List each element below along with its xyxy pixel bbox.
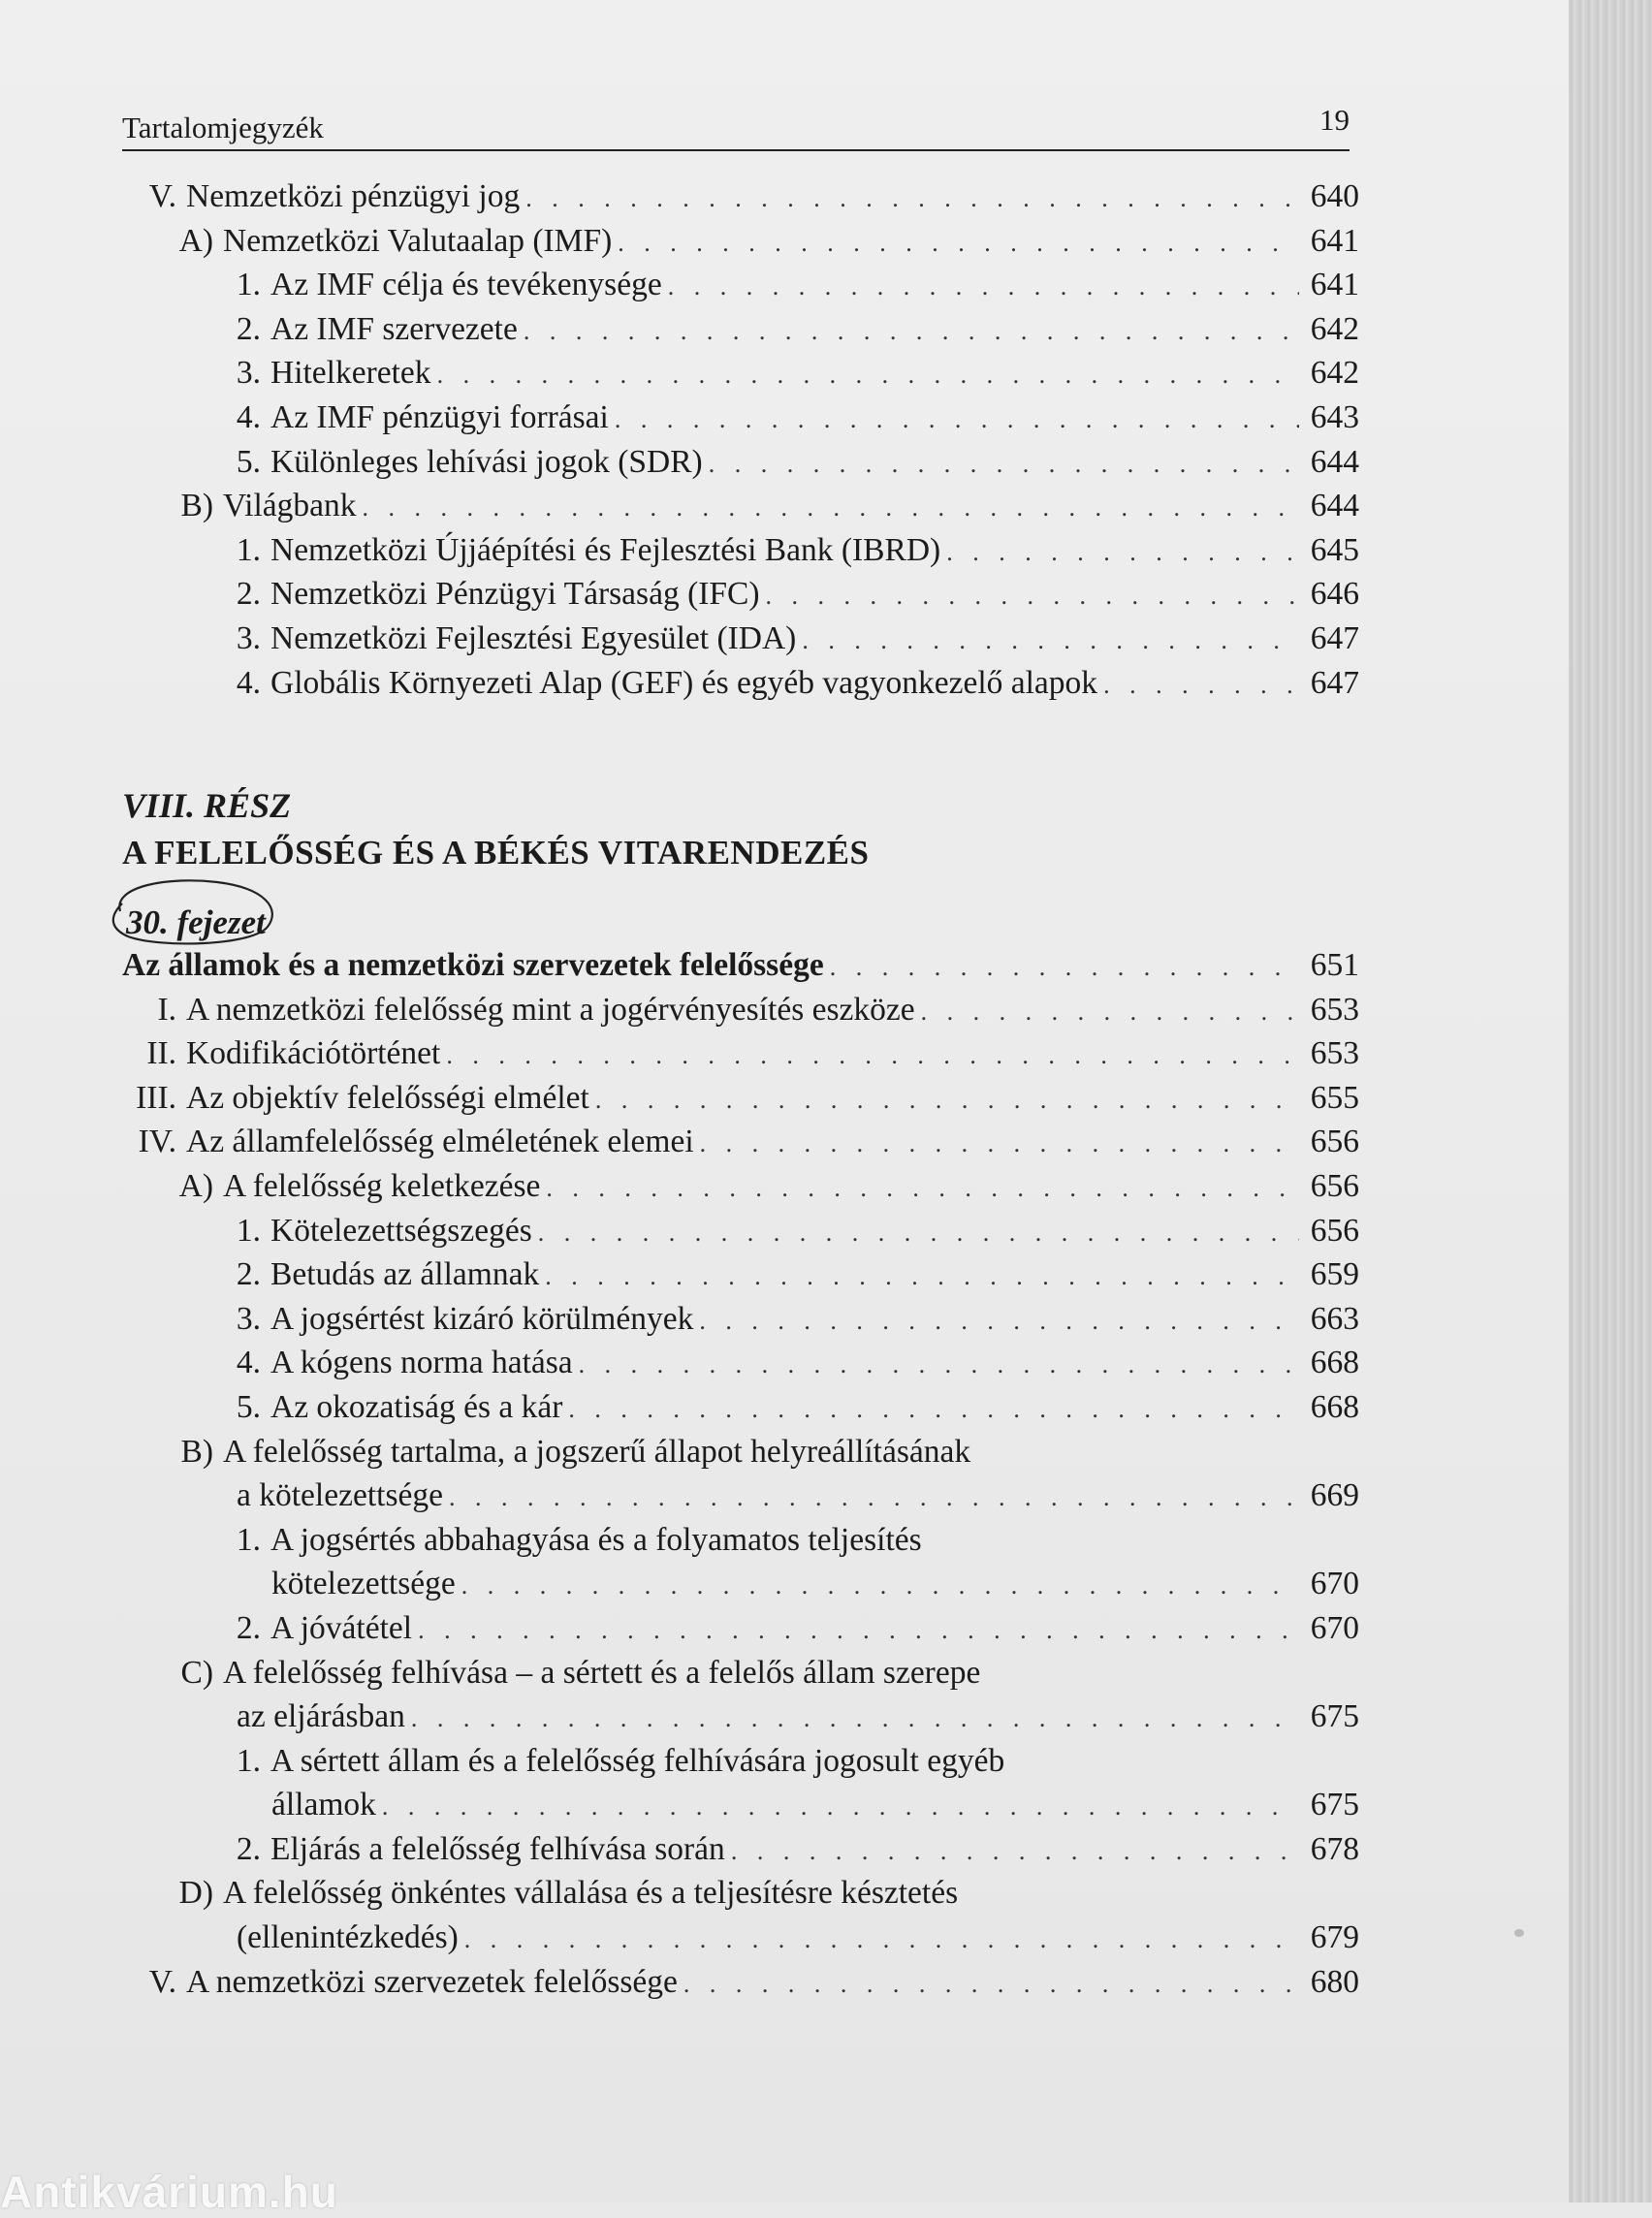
leader-dots bbox=[683, 1962, 1299, 2007]
page-stack-edge bbox=[1569, 0, 1652, 2202]
toc-entry[interactable] bbox=[116, 572, 1359, 617]
toc-entry-title: A jogsértést kizáró körülmények bbox=[270, 1300, 694, 1337]
toc-entry-title: Különleges lehívási jogok (SDR) bbox=[270, 443, 703, 480]
toc-entry-title: Az IMF célja és tevékenysége bbox=[270, 267, 662, 303]
toc-entry-number: 1. bbox=[236, 1212, 261, 1249]
toc-entry-title: A felelősség felhívása – a sértett és a felelős állam szerepe bbox=[223, 1654, 981, 1691]
toc-entry-title: Az objektív felelősségi elmélet bbox=[186, 1079, 589, 1116]
toc-entry[interactable] bbox=[116, 263, 1359, 307]
toc-entry-chapter-title[interactable] bbox=[116, 943, 1359, 988]
leader-dots bbox=[595, 1078, 1299, 1123]
leader-dots bbox=[538, 1211, 1299, 1255]
toc-entry-page: 642 bbox=[1310, 310, 1359, 347]
toc-entry-number: 1. bbox=[236, 1521, 261, 1558]
toc-entry-page: 653 bbox=[1310, 1035, 1359, 1072]
toc-entry-page: 679 bbox=[1310, 1919, 1359, 1956]
toc-entry-page: 644 bbox=[1310, 488, 1359, 524]
toc-entry-page: 647 bbox=[1310, 619, 1359, 656]
toc-entry[interactable] bbox=[116, 1076, 1359, 1121]
toc-entry-page: 675 bbox=[1310, 1698, 1359, 1735]
leader-dots bbox=[1103, 663, 1299, 708]
toc-entry-title: A jóvátétel bbox=[270, 1609, 413, 1646]
toc-entry[interactable] bbox=[116, 1430, 1359, 1474]
toc-entry-page: 680 bbox=[1310, 1963, 1359, 2000]
leader-dots bbox=[525, 176, 1299, 221]
toc-entry-title: Hitelkeretek bbox=[270, 355, 431, 392]
toc-entry-continuation[interactable] bbox=[116, 1695, 1359, 1739]
toc-entry-number: V. bbox=[148, 1963, 176, 2000]
toc-entry-number: IV. bbox=[138, 1124, 176, 1160]
leader-dots bbox=[668, 265, 1299, 309]
toc-entry-continuation[interactable] bbox=[116, 1783, 1359, 1827]
toc-entry-title: A felelősség tartalma, a jogszerű állapot helyreállításának bbox=[223, 1433, 971, 1470]
toc-entry-number: III. bbox=[136, 1079, 176, 1116]
toc-entry-title: A kógens norma hatása bbox=[270, 1345, 573, 1381]
toc-entry-number: 4. bbox=[236, 664, 261, 701]
leader-dots bbox=[411, 1696, 1299, 1741]
toc-entry-number: C) bbox=[180, 1654, 213, 1691]
toc-entry[interactable] bbox=[116, 1252, 1359, 1297]
toc-entry-page: 670 bbox=[1310, 1566, 1359, 1602]
leader-dots bbox=[946, 530, 1299, 575]
toc-entry-title: államok bbox=[271, 1787, 376, 1823]
toc-list bbox=[116, 174, 1359, 705]
toc-entry-number: A) bbox=[178, 1167, 213, 1204]
toc-entry-number: 2. bbox=[236, 1609, 261, 1646]
leader-dots bbox=[700, 1122, 1299, 1166]
toc-entry-page: 656 bbox=[1310, 1212, 1359, 1249]
toc-entry-title: Az IMF pénzügyi forrásai bbox=[270, 398, 609, 435]
toc-entry-page: 651 bbox=[1310, 947, 1359, 983]
toc-entry-title: Nemzetközi pénzügyi jog bbox=[186, 178, 521, 214]
leader-dots bbox=[363, 486, 1299, 530]
toc-entry-page: 656 bbox=[1310, 1167, 1359, 1204]
toc-entry-title: Az IMF szervezete bbox=[270, 310, 518, 347]
toc-entry-title: Az okozatiság és a kár bbox=[270, 1388, 563, 1425]
toc-entry-title: Kodifikációtörténet bbox=[186, 1035, 441, 1072]
toc-entry-number: B) bbox=[180, 488, 213, 524]
toc-entry-title: Nemzetközi Fejlesztési Egyesület (IDA) bbox=[270, 619, 797, 656]
leader-dots bbox=[699, 1299, 1299, 1344]
toc-entry-page: 653 bbox=[1310, 991, 1359, 1028]
leader-dots bbox=[449, 1475, 1299, 1520]
toc-entry-number: II. bbox=[146, 1035, 176, 1072]
toc-entry-page: 646 bbox=[1310, 576, 1359, 613]
watermark-logo: Antikvárium.hu bbox=[0, 2167, 338, 2217]
toc-entry-number: 5. bbox=[236, 1388, 261, 1425]
leader-dots bbox=[766, 574, 1299, 618]
toc-entry[interactable] bbox=[116, 307, 1359, 352]
toc-entry[interactable] bbox=[116, 396, 1359, 440]
toc-entry-number: 5. bbox=[236, 443, 261, 480]
toc-entry[interactable] bbox=[116, 351, 1359, 396]
toc-entry-number: 3. bbox=[236, 1300, 261, 1337]
toc-entry[interactable] bbox=[116, 617, 1359, 661]
toc-entry-page: 641 bbox=[1310, 267, 1359, 303]
toc-entry-number: 2. bbox=[236, 576, 261, 613]
part-title: A FELELŐSSÉG ÉS A BÉKÉS VITARENDEZÉS bbox=[122, 834, 870, 871]
toc-entry-page: 669 bbox=[1310, 1477, 1359, 1514]
toc-entry-number: 3. bbox=[236, 355, 261, 392]
leader-dots bbox=[545, 1254, 1299, 1299]
toc-entry-number: B) bbox=[180, 1433, 213, 1470]
toc-entry-title: Az államfelelősség elméletének elemei bbox=[186, 1124, 694, 1160]
toc-entry-number: 2. bbox=[236, 1256, 261, 1293]
toc-entry-number: 1. bbox=[236, 531, 261, 568]
toc-entry[interactable] bbox=[116, 1960, 1359, 2005]
toc-entry[interactable] bbox=[116, 174, 1359, 219]
toc-list bbox=[116, 943, 1359, 2004]
toc-entry[interactable] bbox=[116, 1739, 1359, 1784]
toc-entry-title: Világbank bbox=[223, 488, 357, 524]
toc-entry-number: I. bbox=[157, 991, 176, 1028]
toc-section-responsibility bbox=[116, 943, 1359, 2004]
toc-entry-page: 641 bbox=[1310, 222, 1359, 259]
toc-entry[interactable] bbox=[116, 1606, 1359, 1651]
toc-entry-title: Kötelezettségszegés bbox=[270, 1212, 532, 1249]
toc-entry[interactable] bbox=[116, 1385, 1359, 1430]
toc-entry-title: A sértett állam és a felelősség felhívására jogosult egyéb bbox=[270, 1742, 1005, 1779]
leader-dots bbox=[830, 945, 1299, 990]
toc-entry-continuation[interactable] bbox=[116, 1562, 1359, 1606]
toc-entry-number: 2. bbox=[236, 310, 261, 347]
toc-entry-number: V. bbox=[148, 178, 176, 214]
toc-entry[interactable] bbox=[116, 219, 1359, 264]
toc-entry-page: 668 bbox=[1310, 1345, 1359, 1381]
toc-entry-page: 670 bbox=[1310, 1609, 1359, 1646]
toc-entry-number: D) bbox=[178, 1875, 213, 1912]
leader-dots bbox=[921, 990, 1299, 1034]
leader-dots bbox=[461, 1564, 1299, 1608]
toc-entry-title: Betudás az államnak bbox=[270, 1256, 540, 1293]
toc-entry[interactable] bbox=[116, 1871, 1359, 1916]
toc-entry-title: Eljárás a felelősség felhívása során bbox=[270, 1830, 725, 1867]
toc-entry-title: (ellenintézkedés) bbox=[237, 1919, 459, 1956]
toc-entry-page: 644 bbox=[1310, 443, 1359, 480]
toc-entry[interactable] bbox=[116, 1031, 1359, 1076]
toc-entry-continuation[interactable] bbox=[116, 1473, 1359, 1518]
chapter-label: 30. fejezet bbox=[126, 903, 266, 941]
leader-dots bbox=[579, 1343, 1299, 1387]
toc-entry-title: A nemzetközi szervezetek felelőssége bbox=[186, 1963, 678, 2000]
toc-entry-page: 642 bbox=[1310, 355, 1359, 392]
part-label: VIII. RÉSZ bbox=[122, 786, 292, 825]
toc-entry[interactable] bbox=[116, 1120, 1359, 1164]
toc-entry-title: kötelezettsége bbox=[271, 1566, 456, 1602]
leader-dots bbox=[568, 1387, 1299, 1432]
toc-entry-page: 647 bbox=[1310, 664, 1359, 701]
toc-entry[interactable] bbox=[116, 528, 1359, 573]
toc-entry[interactable] bbox=[116, 484, 1359, 528]
toc-entry-title: A jogsértés abbahagyása és a folyamatos teljesítés bbox=[270, 1521, 922, 1558]
toc-entry-page: 656 bbox=[1310, 1124, 1359, 1160]
toc-entry-title: az eljárásban bbox=[237, 1698, 405, 1735]
toc-entry-page: 645 bbox=[1310, 531, 1359, 568]
toc-entry-number: 4. bbox=[236, 1345, 261, 1381]
toc-entry[interactable] bbox=[116, 1518, 1359, 1563]
leader-dots bbox=[437, 353, 1299, 397]
toc-entry[interactable] bbox=[116, 1651, 1359, 1695]
toc-entry-title: Globális Környezeti Alap (GEF) és egyéb vagyonkezelő alapok bbox=[270, 664, 1098, 701]
toc-entry-number: 4. bbox=[236, 398, 261, 435]
toc-entry-page: 643 bbox=[1310, 398, 1359, 435]
toc-entry-title: Nemzetközi Újjáépítési és Fejlesztési Bank (IBRD) bbox=[270, 531, 941, 568]
toc-entry-page: 678 bbox=[1310, 1830, 1359, 1867]
toc-entry[interactable] bbox=[116, 440, 1359, 485]
toc-entry-continuation[interactable] bbox=[116, 1916, 1359, 1960]
leader-dots bbox=[418, 1608, 1299, 1653]
leader-dots bbox=[802, 618, 1299, 663]
toc-entry-page: 663 bbox=[1310, 1300, 1359, 1337]
toc-entry-page: 675 bbox=[1310, 1787, 1359, 1823]
toc-entry-title: Az államok és a nemzetközi szervezetek felelőssége bbox=[122, 947, 824, 983]
paper-smudge bbox=[1514, 1929, 1524, 1937]
running-head-title: Tartalomjegyzék bbox=[122, 111, 324, 144]
toc-entry-title: A felelősség önkéntes vállalása és a teljesítésre késztetés bbox=[223, 1875, 959, 1912]
toc-entry[interactable] bbox=[116, 1297, 1359, 1342]
toc-entry[interactable] bbox=[116, 988, 1359, 1032]
toc-entry-title: Nemzetközi Pénzügyi Társaság (IFC) bbox=[270, 576, 760, 613]
leader-dots bbox=[464, 1917, 1299, 1962]
leader-dots bbox=[546, 1166, 1299, 1211]
toc-entry-title: A felelősség keletkezése bbox=[223, 1167, 541, 1204]
running-head bbox=[122, 101, 1350, 151]
toc-entry-number: 2. bbox=[236, 1830, 261, 1867]
page-number: 19 bbox=[1319, 103, 1350, 137]
toc-entry-number: 1. bbox=[236, 267, 261, 303]
leader-dots bbox=[731, 1829, 1299, 1874]
leader-dots bbox=[709, 442, 1299, 487]
toc-entry[interactable] bbox=[116, 1209, 1359, 1253]
toc-entry[interactable] bbox=[116, 1341, 1359, 1385]
toc-entry-page: 668 bbox=[1310, 1388, 1359, 1425]
toc-entry-title: A nemzetközi felelősség mint a jogérvényesítés eszköze bbox=[186, 991, 915, 1028]
toc-entry-number: 1. bbox=[236, 1742, 261, 1779]
toc-entry-page: 659 bbox=[1310, 1256, 1359, 1293]
toc-entry-title: a kötelezettsége bbox=[237, 1477, 443, 1514]
leader-dots bbox=[382, 1785, 1299, 1829]
toc-section-financial-law bbox=[116, 174, 1359, 705]
leader-dots bbox=[446, 1033, 1299, 1078]
toc-entry[interactable] bbox=[116, 1827, 1359, 1872]
toc-entry-number: 3. bbox=[236, 619, 261, 656]
leader-dots bbox=[524, 309, 1299, 354]
toc-entry-page: 655 bbox=[1310, 1079, 1359, 1116]
toc-entry-number: A) bbox=[178, 222, 213, 259]
toc-entry-page: 640 bbox=[1310, 178, 1359, 214]
leader-dots bbox=[615, 397, 1299, 442]
leader-dots bbox=[618, 221, 1299, 266]
toc-entry[interactable] bbox=[116, 1164, 1359, 1209]
toc-entry-title: Nemzetközi Valutaalap (IMF) bbox=[223, 222, 613, 259]
toc-entry[interactable] bbox=[116, 661, 1359, 706]
